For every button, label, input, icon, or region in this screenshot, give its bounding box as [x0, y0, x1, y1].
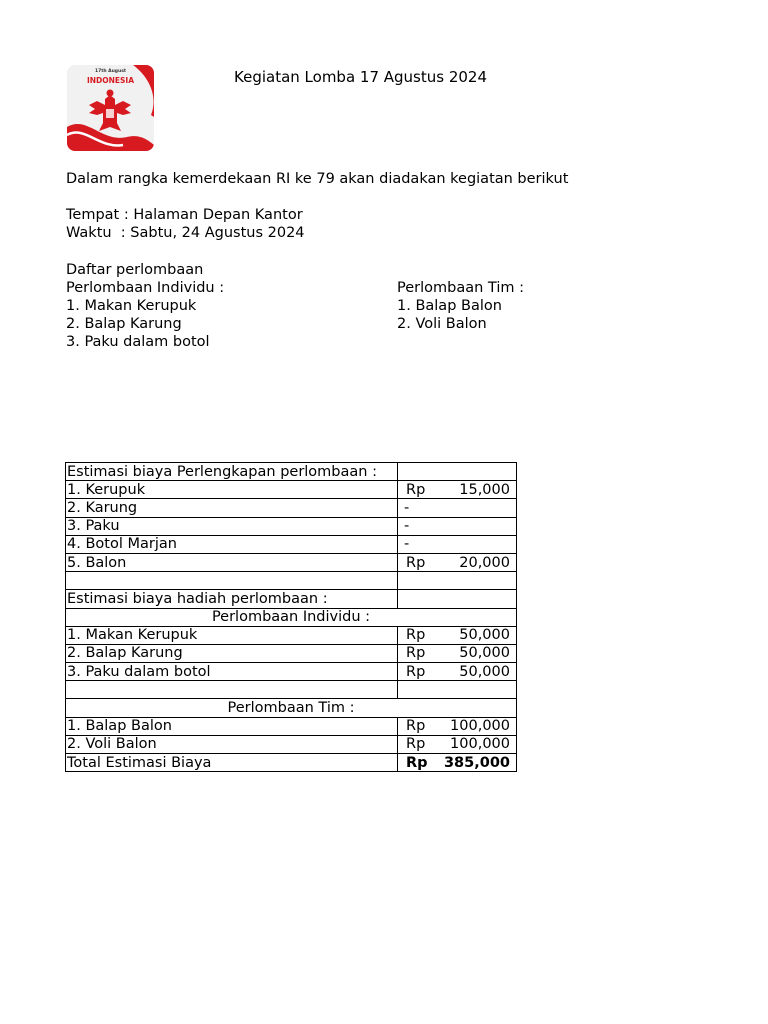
item-label: 2. Karung — [66, 499, 398, 517]
location-text: Tempat : Halaman Depan Kantor — [66, 207, 303, 223]
time-text: Waktu : Sabtu, 24 Agustus 2024 — [66, 225, 305, 241]
amount-value: 50,000 — [459, 645, 510, 662]
dash-value: - — [404, 518, 410, 535]
dash-value: - — [404, 536, 410, 553]
prize-header-cell: Estimasi biaya hadiah perlombaan : — [66, 590, 398, 608]
amount-cell — [398, 535, 517, 553]
empty-cell — [398, 681, 517, 699]
logo-caption-indonesia: INDONESIA — [86, 76, 135, 85]
table-row — [66, 463, 517, 481]
empty-cell — [398, 572, 517, 590]
total-label: Total Estimasi Biaya — [66, 754, 398, 772]
item-label: 4. Botol Marjan — [66, 535, 398, 553]
amount-value: 50,000 — [459, 663, 510, 680]
empty-cell — [398, 590, 517, 608]
table-row — [66, 663, 517, 681]
empty-cell — [66, 572, 398, 590]
table-row — [66, 626, 517, 644]
team-heading: Perlombaan Tim : — [397, 280, 524, 296]
table-row — [66, 590, 517, 608]
team-item: 1. Balap Balon — [397, 298, 502, 314]
currency-label: Rp — [406, 645, 426, 662]
currency-label: Rp — [406, 754, 428, 771]
table-row — [66, 717, 517, 735]
individual-item: 3. Paku dalam botol — [66, 334, 210, 350]
garuda-logo — [67, 65, 154, 151]
table-row — [66, 608, 517, 626]
total-amount-cell — [398, 754, 517, 772]
team-subheader-cell: Perlombaan Tim : — [66, 699, 517, 717]
currency-label: Rp — [406, 481, 426, 498]
equipment-header-cell: Estimasi biaya Perlengkapan perlombaan : — [66, 463, 398, 481]
currency-label: Rp — [406, 663, 426, 680]
item-label: 1. Makan Kerupuk — [66, 626, 398, 644]
team-item: 2. Voli Balon — [397, 316, 487, 332]
individual-heading: Perlombaan Individu : — [66, 280, 225, 296]
amount-cell — [398, 717, 517, 735]
amount-value: 100,000 — [450, 718, 510, 735]
table-row — [66, 735, 517, 753]
dash-value: - — [404, 499, 410, 516]
currency-label: Rp — [406, 736, 426, 753]
table-row — [66, 754, 517, 772]
amount-value: 15,000 — [459, 481, 510, 498]
item-label: 3. Paku — [66, 517, 398, 535]
cost-estimate-table — [65, 462, 517, 772]
amount-cell — [398, 626, 517, 644]
table-row — [66, 517, 517, 535]
amount-value: 50,000 — [459, 627, 510, 644]
amount-cell — [398, 644, 517, 662]
currency-label: Rp — [406, 718, 426, 735]
logo-caption-small: 17th August — [94, 69, 127, 74]
currency-label: Rp — [406, 554, 426, 571]
amount-cell — [398, 499, 517, 517]
table-row — [66, 481, 517, 499]
total-amount-value: 385,000 — [443, 754, 510, 771]
table-row — [66, 699, 517, 717]
item-label: 1. Kerupuk — [66, 481, 398, 499]
amount-cell — [398, 517, 517, 535]
empty-cell — [66, 681, 398, 699]
individual-item: 1. Makan Kerupuk — [66, 298, 197, 314]
competition-list-heading: Daftar perlombaan — [66, 262, 204, 278]
amount-value: 20,000 — [459, 554, 510, 571]
table-row — [66, 572, 517, 590]
amount-cell — [398, 481, 517, 499]
currency-label: Rp — [406, 627, 426, 644]
table-row — [66, 499, 517, 517]
item-label: 5. Balon — [66, 553, 398, 571]
table-row — [66, 535, 517, 553]
amount-cell — [398, 553, 517, 571]
intro-text: Dalam rangka kemerdekaan RI ke 79 akan diadakan kegiatan berikut — [66, 171, 569, 187]
page-title: Kegiatan Lomba 17 Agustus 2024 — [234, 68, 488, 86]
table-row — [66, 644, 517, 662]
item-label: 1. Balap Balon — [66, 717, 398, 735]
amount-cell — [398, 735, 517, 753]
individual-subheader-cell: Perlombaan Individu : — [66, 608, 517, 626]
item-label: 2. Balap Karung — [66, 644, 398, 662]
item-label: 2. Voli Balon — [66, 735, 398, 753]
amount-value: 100,000 — [450, 736, 510, 753]
empty-cell — [398, 463, 517, 481]
table-row — [66, 553, 517, 571]
table-row — [66, 681, 517, 699]
individual-item: 2. Balap Karung — [66, 316, 182, 332]
item-label: 3. Paku dalam botol — [66, 663, 398, 681]
amount-cell — [398, 663, 517, 681]
